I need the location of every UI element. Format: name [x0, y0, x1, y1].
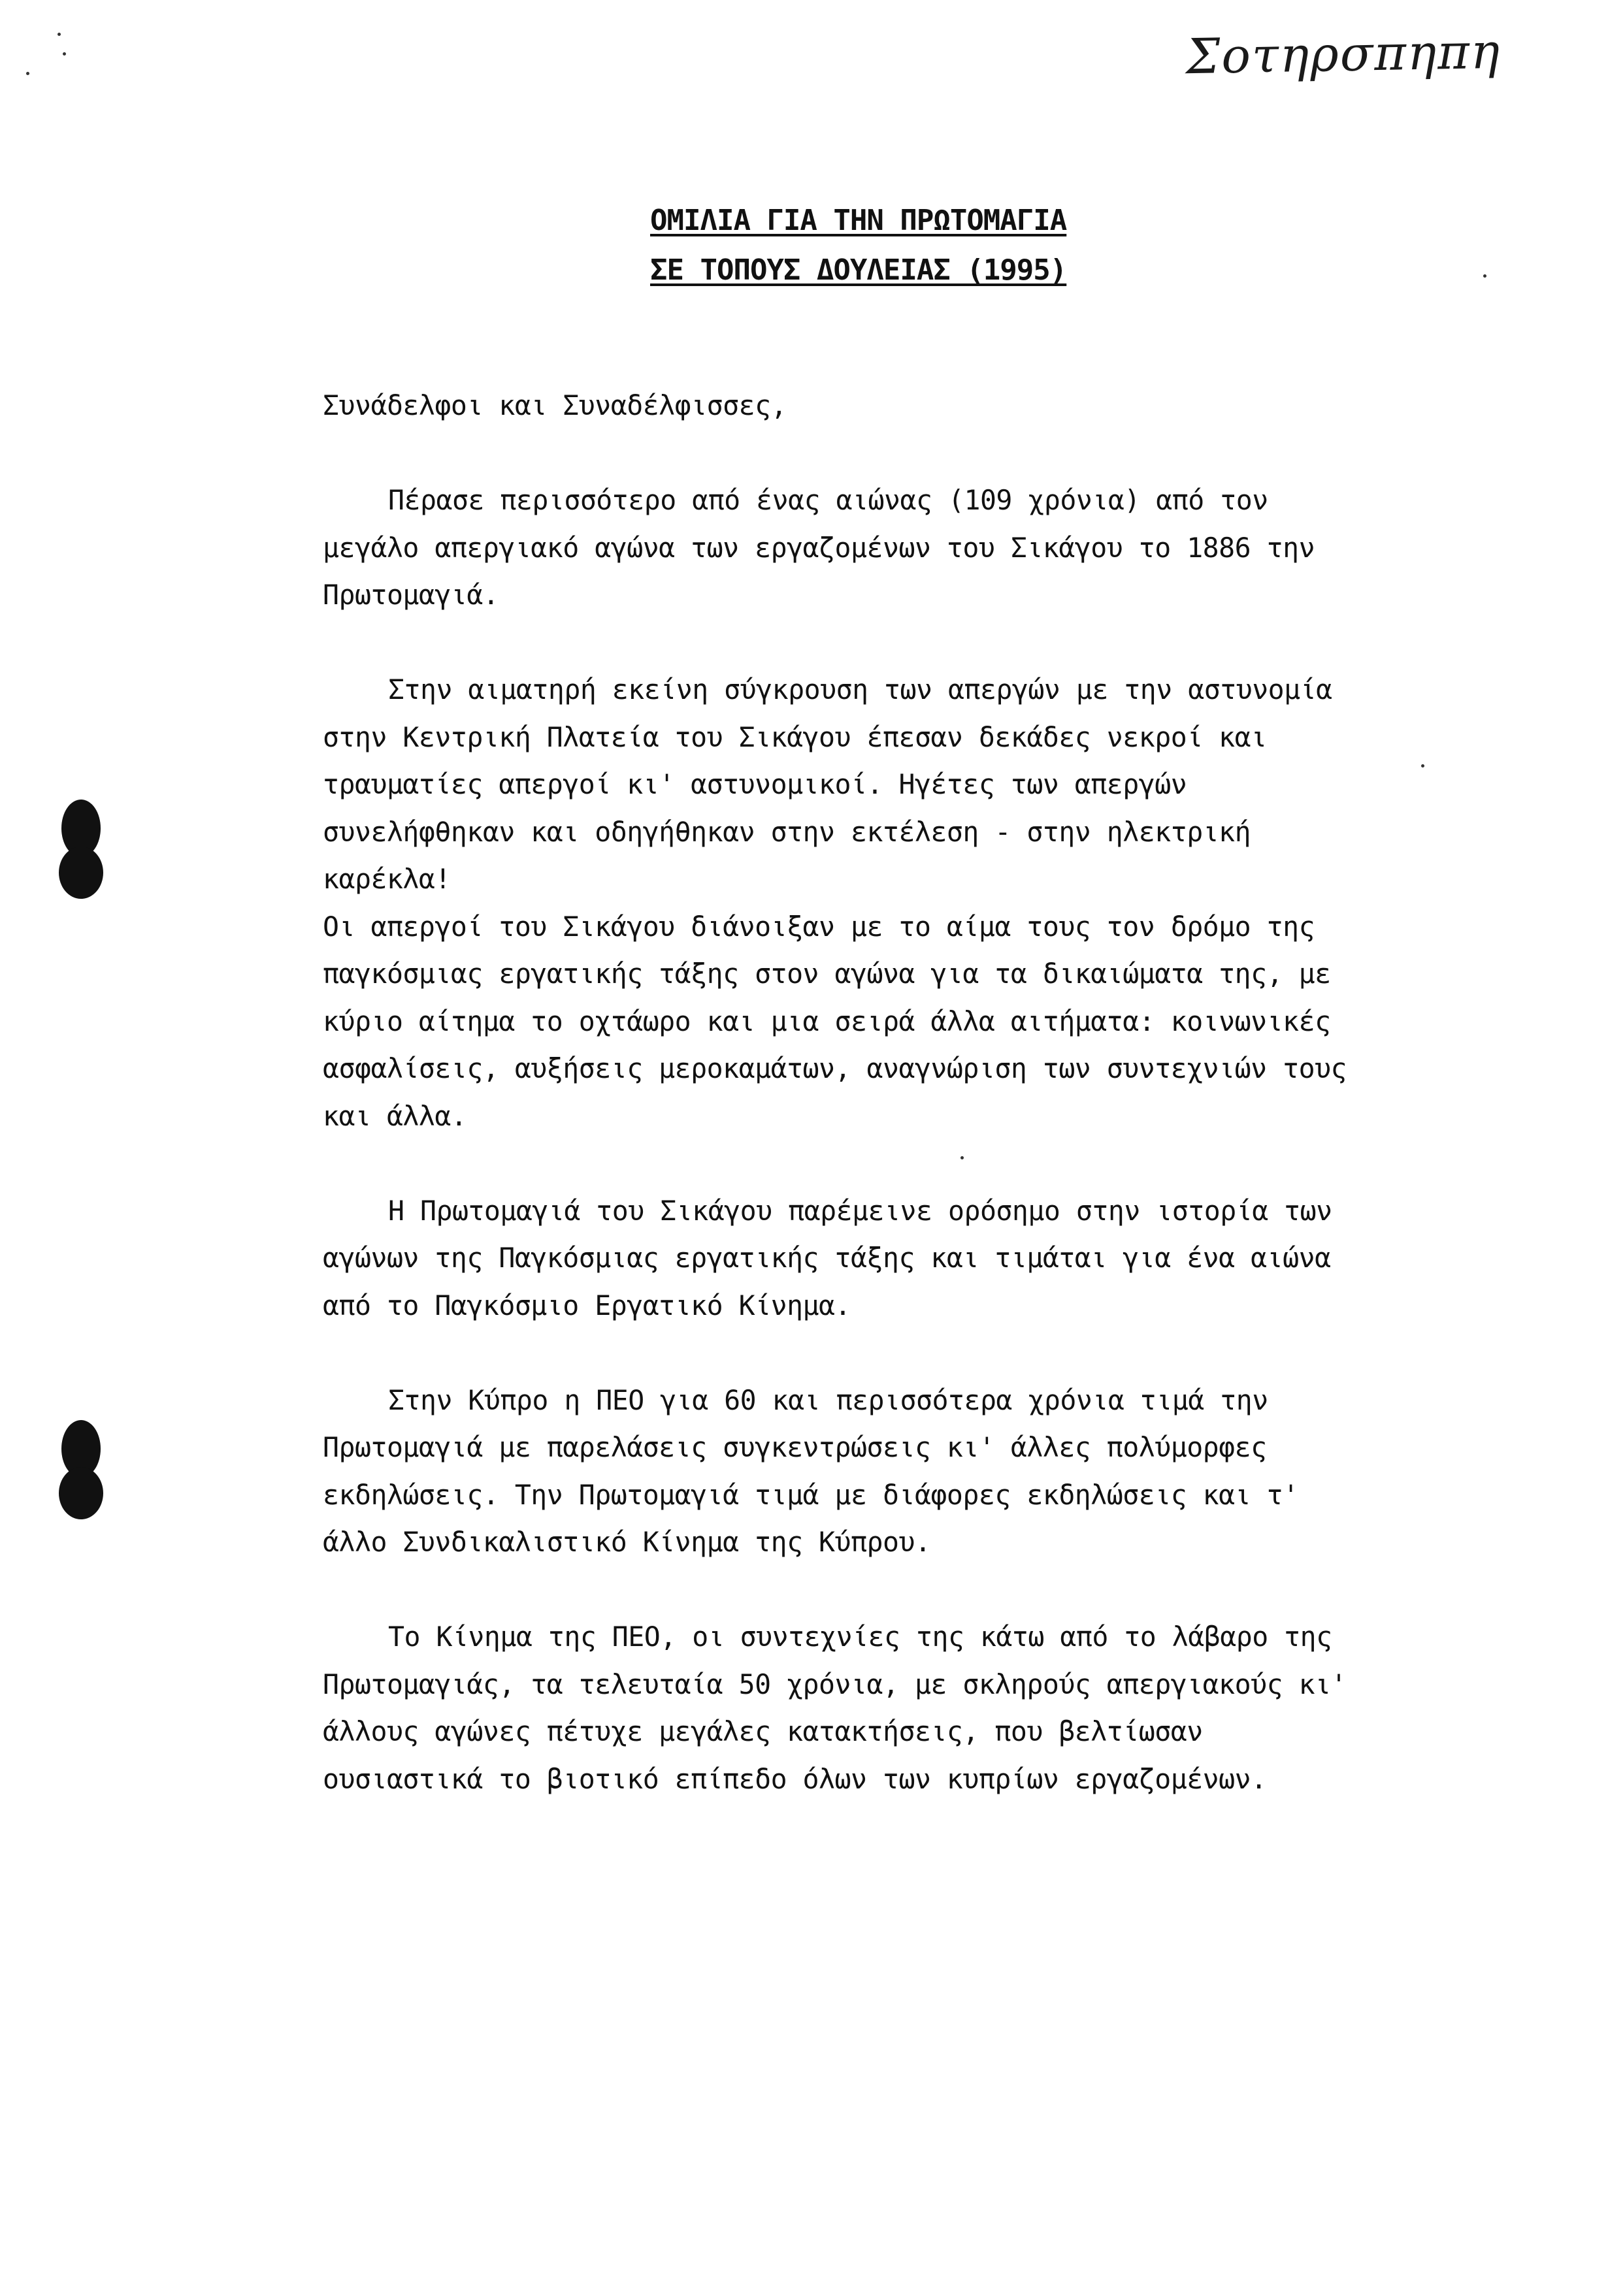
text-line: Η Πρωτομαγιά του Σικάγου παρέμεινε ορόσημο στην ιστορία των — [388, 1194, 1332, 1227]
text-line: και άλλα. — [323, 1099, 467, 1132]
text-line: ουσιαστικά το βιοτικό επίπεδο όλων των κυπρίων εργαζομένων. — [323, 1762, 1267, 1795]
title-line-1: ΟΜΙΛΙΑ ΓΙΑ ΤΗΝ ΠΡΩΤΟΜΑΓΙΑ — [650, 204, 1067, 237]
scan-speck — [1421, 764, 1424, 768]
salutation: Συνάδελφοι και Συναδέλφισσες, — [323, 389, 787, 421]
text-line: παγκόσμιας εργατικής τάξης στον αγώνα για τα δικαιώματα της, με — [323, 958, 1331, 990]
text-line: κύριο αίτημα το οχτάωρο και μια σειρά άλλα αιτήματα: κοινωνικές — [323, 1005, 1331, 1037]
text-line: Στην Κύπρο η ΠΕΟ για 60 και περισσότερα χρόνια τιμά την — [388, 1383, 1268, 1416]
text-line: άλλους αγώνες πέτυχε μεγάλες κατακτήσεις, που βελτίωσαν — [323, 1715, 1203, 1747]
paragraph-5 — [323, 1613, 1394, 1803]
text-line: Το Κίνημα της ΠΕΟ, οι συντεχνίες της κάτω από το λάβαρο της — [388, 1621, 1332, 1653]
text-line: εκδηλώσεις. Την Πρωτομαγιά τιμά με διάφορες εκδηλώσεις και τ' — [323, 1478, 1299, 1511]
text-line: Οι απεργοί του Σικάγου διάνοιξαν με το αίμα τους τον δρόμο της — [323, 910, 1315, 943]
handwritten-annotation: Σοτηρσπηπη — [1185, 23, 1501, 86]
paragraph-2 — [323, 666, 1394, 1140]
text-line: στην Κεντρική Πλατεία του Σικάγου έπεσαν δεκάδες νεκροί και — [323, 720, 1267, 753]
text-line: Πρωτομαγιά με παρελάσεις συγκεντρώσεις κι' άλλες πολύμορφες — [323, 1431, 1267, 1463]
punch-hole-top — [52, 797, 110, 901]
text-line: από το Παγκόσμιο Εργατικό Κίνημα. — [323, 1289, 851, 1321]
text-line: συνελήφθηκαν και οδηγήθηκαν στην εκτέλεση - στην ηλεκτρική — [323, 815, 1251, 848]
text-line: άλλο Συνδικαλιστικό Κίνημα της Κύπρου. — [323, 1526, 931, 1558]
text-line: Στην αιματηρή εκείνη σύγκρουση των απεργών με την αστυνομία — [388, 673, 1332, 705]
text-line: αγώνων της Παγκόσμιας εργατικής τάξης και τιμάται για ένα αιώνα — [323, 1242, 1331, 1274]
document-title — [650, 196, 1094, 295]
scan-speck — [63, 52, 66, 56]
scan-speck — [1483, 274, 1486, 278]
punch-hole-bottom — [52, 1417, 110, 1522]
paragraph-1 — [323, 477, 1394, 619]
text-line: τραυματίες απεργοί κι' αστυνομικοί. Ηγέτες των απεργών — [323, 768, 1187, 800]
text-line: ασφαλίσεις, αυξήσεις μεροκαμάτων, αναγνώριση των συντεχνιών τους — [323, 1052, 1347, 1084]
document-body — [323, 382, 1394, 1803]
text-line: Πρωτομαγιά. — [323, 579, 499, 611]
text-line: καρέκλα! — [323, 863, 451, 895]
scan-speck — [26, 72, 29, 75]
scan-speck — [57, 33, 61, 36]
paragraph-4 — [323, 1377, 1394, 1566]
title-line-2: ΣΕ ΤΟΠΟΥΣ ΔΟΥΛΕΙΑΣ (1995) — [650, 253, 1067, 287]
text-line: Πρωτομαγιάς, τα τελευταία 50 χρόνια, με σκληρούς απεργιακούς κι' — [323, 1668, 1347, 1700]
text-line: Πέρασε περισσότερο από ένας αιώνας (109 χρόνια) από τον — [388, 484, 1268, 516]
text-line: μεγάλο απεργιακό αγώνα των εργαζομένων του Σικάγου το 1886 την — [323, 531, 1315, 564]
paragraph-3 — [323, 1188, 1394, 1330]
